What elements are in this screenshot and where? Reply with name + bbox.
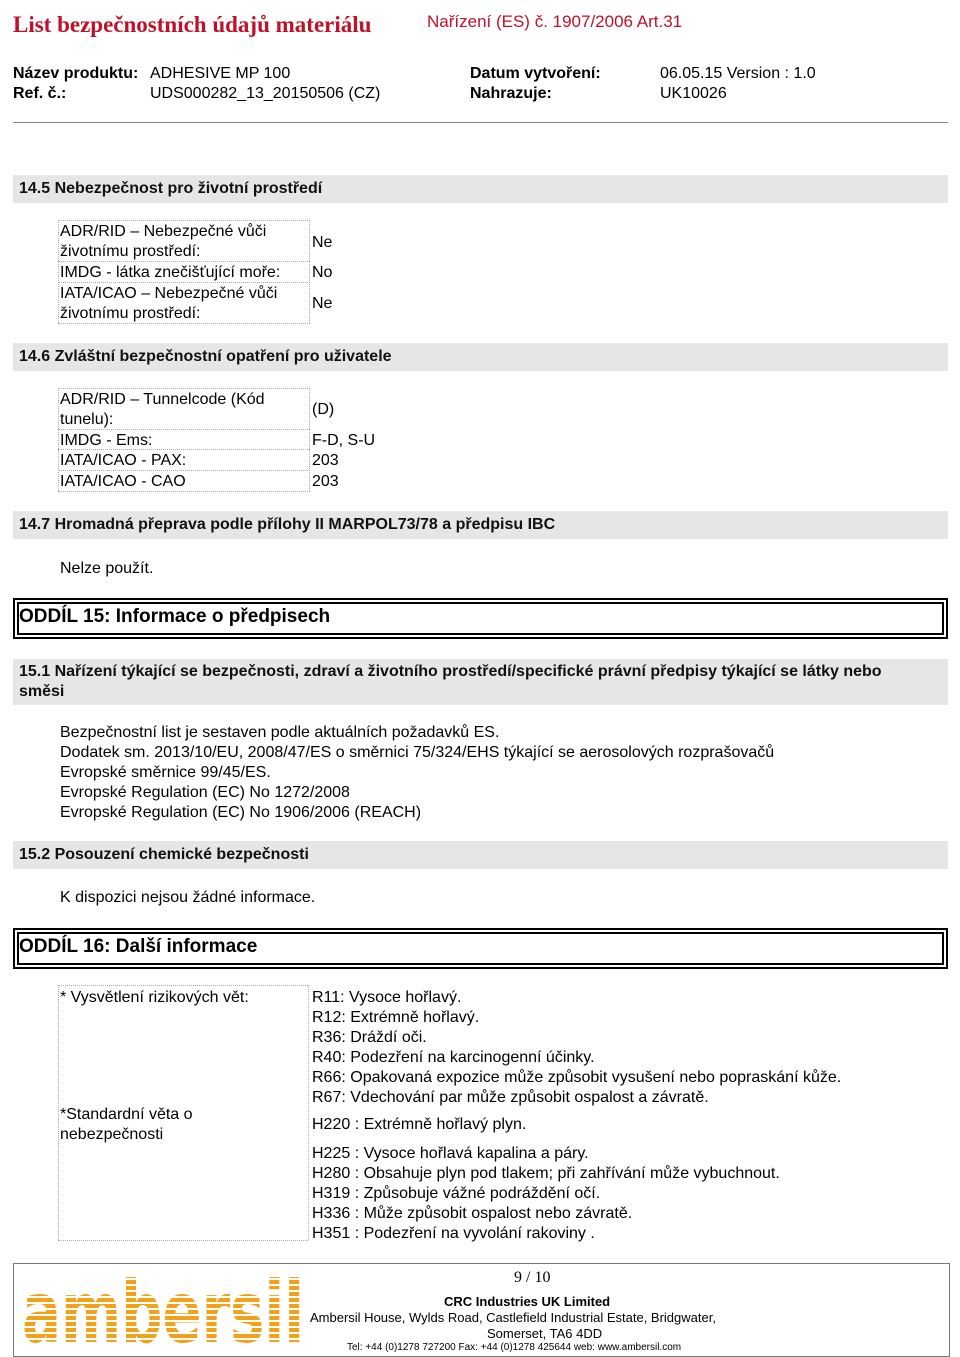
table-row-label: IATA/ICAO - CAO	[60, 473, 186, 490]
section-14-5-title: 14.5 Nebezpečnost pro životní prostředí	[19, 180, 323, 197]
paragraph-line: Evropské Regulation (EC) No 1272/2008	[60, 784, 350, 801]
page-number: 9 / 10	[514, 1269, 551, 1286]
product-name-value: ADHESIVE MP 100	[150, 65, 291, 82]
paragraph-line: Evropské směrnice 99/45/ES.	[60, 764, 271, 781]
table-row-value: Ne	[312, 295, 333, 312]
section-16-heading: ODDÍL 16: Další informace	[19, 936, 258, 957]
list-item: H220 : Extrémně hořlavý plyn.	[312, 1116, 527, 1133]
section-14-7-title: 14.7 Hromadná přeprava podle přílohy II MARPOL73/78 a předpisu IBC	[19, 516, 556, 533]
table-row-label: IMDG - Ems:	[60, 432, 153, 449]
section-15-1-header	[13, 659, 948, 705]
company-contact: Tel: +44 (0)1278 727200 Fax: +44 (0)1278 425644 web: www.ambersil.com	[347, 1342, 682, 1353]
section-15-1-title-cont: směsi	[19, 683, 65, 700]
company-name: CRC Industries UK Limited	[444, 1294, 611, 1309]
section-15-2-title: 15.2 Posouzení chemické bezpečnosti	[19, 846, 309, 863]
section-15-1-title: 15.1 Nařízení týkající se bezpečnosti, zdraví a životního prostředí/specifické právní předpisy týkající se látky nebo	[19, 663, 882, 680]
section-15-2-header	[13, 841, 948, 869]
table-row-value: 203	[312, 473, 339, 490]
table-row-value: Ne	[312, 234, 333, 251]
list-item: R11: Vysoce hořlavý.	[312, 989, 462, 1006]
ref-number-label: Ref. č.:	[13, 85, 67, 102]
footer	[13, 1263, 950, 1357]
list-item: R36: Dráždí oči.	[312, 1029, 427, 1046]
date-created-value: 06.05.15 Version : 1.0	[660, 65, 816, 82]
ambersil-logo	[20, 1268, 308, 1352]
hazard-statements-list	[312, 1144, 780, 1244]
section-14-7-text: Nelze použít.	[60, 560, 154, 577]
table-row-value: F-D, S-U	[312, 432, 376, 449]
product-name-label: Název produktu:	[13, 65, 139, 82]
list-item: H351 : Podezření na vyvolání rakoviny .	[312, 1225, 595, 1242]
table-row-label: ADR/RID – Nebezpečné vůči životnímu prostředí:	[60, 223, 267, 260]
table-row-label: IATA/ICAO - PAX:	[60, 452, 187, 469]
section-14-7-header	[13, 511, 948, 539]
list-item: H336 : Může způsobit ospalost nebo závratě.	[312, 1205, 633, 1222]
hazard-statements-label: *Standardní věta o nebezpečnosti	[60, 1106, 193, 1143]
list-item: R66: Opakovaná expozice může způsobit vysušení nebo popraskání kůže.	[312, 1069, 842, 1086]
section-14-6-title: 14.6 Zvláštní bezpečnostní opatření pro uživatele	[19, 348, 392, 365]
table-row-value: No	[312, 264, 333, 281]
date-created-label: Datum vytvoření:	[470, 65, 601, 82]
section-16-heading-box	[13, 928, 948, 969]
list-item: R12: Extrémně hořlavý.	[312, 1009, 480, 1026]
section-15-1-body	[60, 723, 774, 823]
list-item: H225 : Vysoce hořlavá kapalina a páry.	[312, 1145, 589, 1162]
logo-wordmark: ambersil	[22, 1268, 304, 1352]
risk-phrases-list	[312, 988, 841, 1108]
table-row-label: IATA/ICAO – Nebezpečné vůči životnímu prostředí:	[60, 285, 278, 322]
table-row-value: 203	[312, 452, 339, 469]
company-address-cont: Somerset, TA6 4DD	[487, 1326, 603, 1341]
table-row-label: ADR/RID – Tunnelcode (Kód tunelu):	[60, 391, 265, 428]
header-divider	[13, 122, 948, 123]
paragraph-line: Bezpečnostní list je sestaven podle aktuálních požadavků ES.	[60, 724, 500, 741]
section-14-6-header	[13, 343, 948, 371]
replaces-label: Nahrazuje:	[470, 85, 552, 102]
paragraph-line: Evropské Regulation (EC) No 1906/2006 (REACH)	[60, 804, 422, 821]
ref-number-value: UDS000282_13_20150506 (CZ)	[150, 85, 381, 102]
company-address: Ambersil House, Wylds Road, Castlefield Industrial Estate, Bridgwater,	[310, 1310, 716, 1325]
section-15-heading: ODDÍL 15: Informace o předpisech	[19, 606, 331, 627]
regulation-reference: Nařízení (ES) č. 1907/2006 Art.31	[427, 12, 683, 31]
section-14-5-header	[13, 175, 948, 203]
paragraph-line: Dodatek sm. 2013/10/EU, 2008/47/ES o směrnici 75/324/EHS týkající se aerosolových rozprašovačů	[60, 744, 775, 761]
list-item: H280 : Obsahuje plyn pod tlakem; při zahřívání může vybuchnout.	[312, 1165, 780, 1182]
section-15-heading-box	[13, 598, 948, 639]
section-15-2-text: K dispozici nejsou žádné informace.	[60, 889, 316, 906]
list-item: R67: Vdechování par může způsobit ospalost a závratě.	[312, 1089, 709, 1106]
list-item: R40: Podezření na karcinogenní účinky.	[312, 1049, 595, 1066]
table-row-value: (D)	[312, 401, 335, 418]
list-item: H319 : Způsobuje vážné podráždění očí.	[312, 1185, 601, 1202]
replaces-value: UK10026	[660, 85, 727, 102]
table-row-label: IMDG - látka znečišťující moře:	[60, 264, 281, 281]
document-title: List bezpečnostních údajů materiálu	[13, 12, 372, 37]
risk-phrases-label: * Vysvětlení rizikových vět:	[60, 989, 249, 1006]
